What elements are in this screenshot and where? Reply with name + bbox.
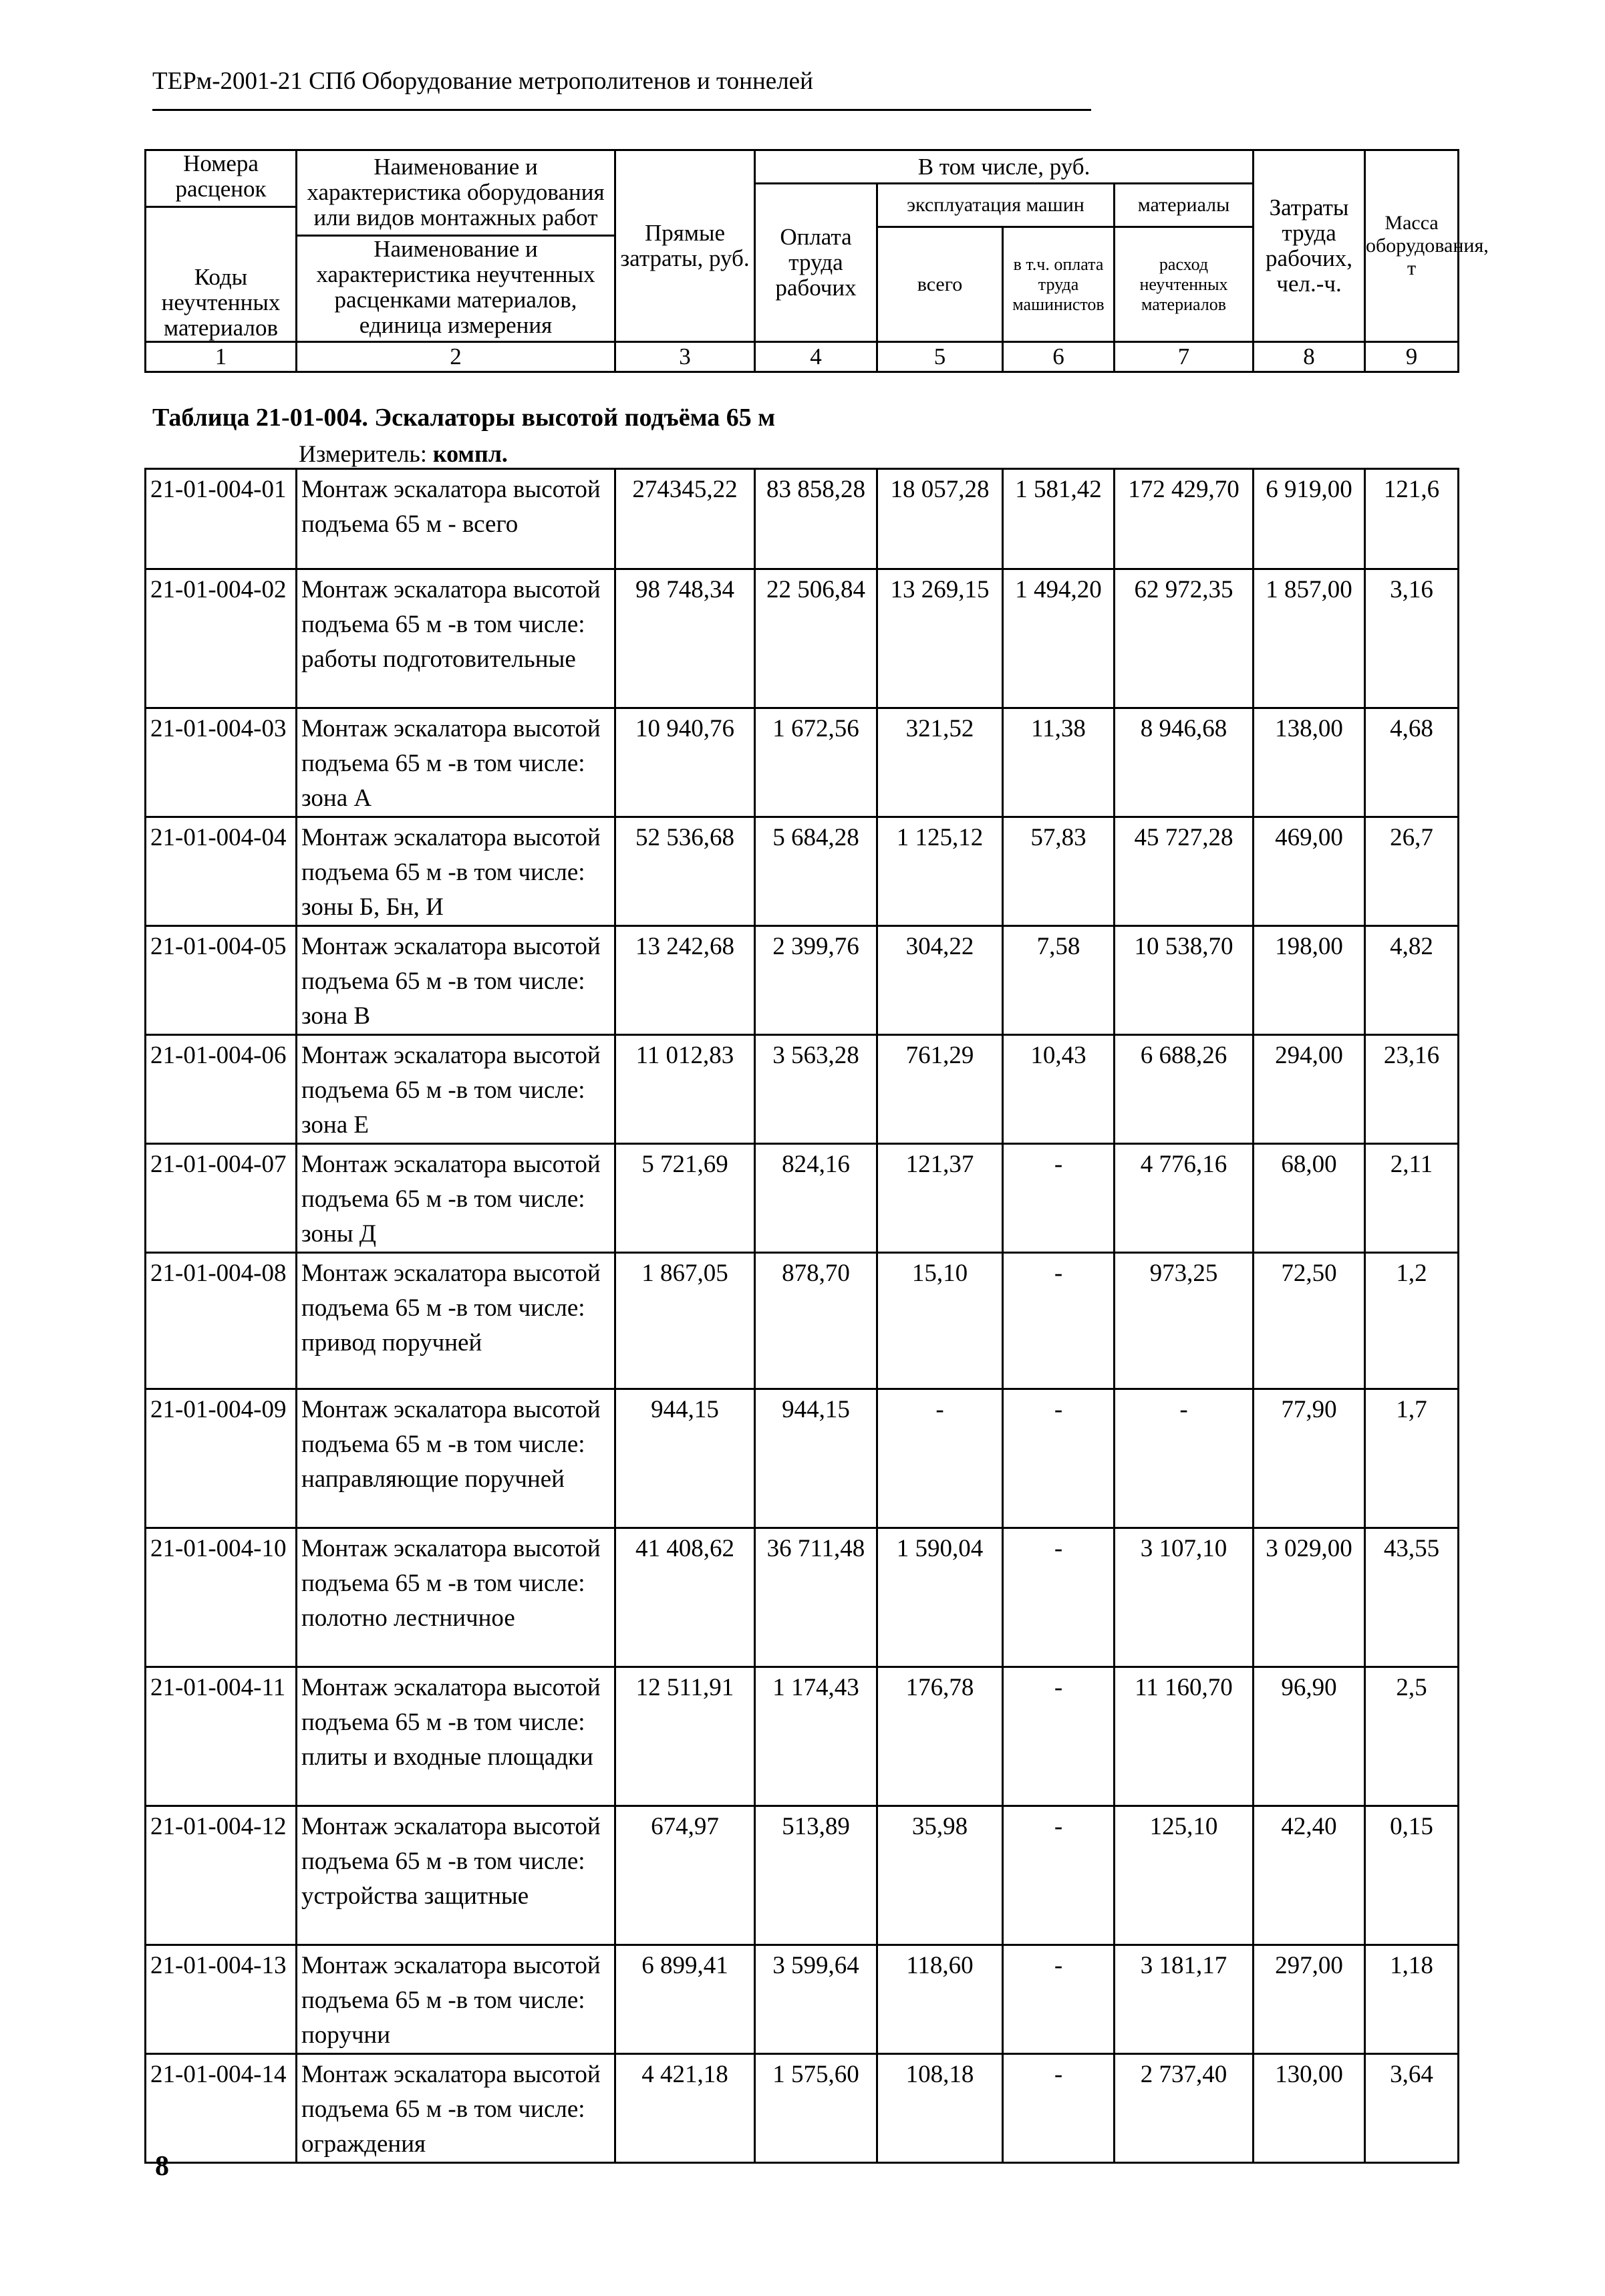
labor-hours: 96,90 [1254, 1667, 1365, 1806]
materials-cost: - [1115, 1389, 1254, 1528]
direct-cost: 1 867,05 [615, 1253, 755, 1389]
machine-cost: 1 125,12 [877, 817, 1003, 926]
rates-table [144, 468, 1459, 2164]
col-number: 4 [755, 342, 877, 372]
equipment-mass: 121,6 [1365, 469, 1459, 569]
col-code-bottom: Коды неучтенных материалов [161, 264, 281, 341]
operator-cost: 10,43 [1003, 1035, 1115, 1144]
measure-line [299, 440, 508, 468]
rates-table-body [146, 469, 1459, 2163]
operator-cost: - [1003, 1253, 1115, 1389]
equipment-mass: 4,82 [1365, 926, 1459, 1035]
table-row [146, 1389, 1459, 1528]
col-mach-operator-header: в т.ч. оплата труда машинистов [1003, 227, 1115, 342]
machines-header: эксплуатация машин [877, 184, 1115, 227]
col-number: 3 [615, 342, 755, 372]
measure-label: Измеритель: [299, 440, 427, 467]
column-header-table [144, 149, 1489, 373]
row-name: Монтаж эскалатора высотой подъема 65 м -в том числе: направляющие поручней [297, 1389, 615, 1528]
col-code-top: Номера расценок [146, 151, 295, 208]
machine-cost: 13 269,15 [877, 569, 1003, 708]
labor-hours: 72,50 [1254, 1253, 1365, 1389]
equipment-mass: 23,16 [1365, 1035, 1459, 1144]
running-head: ТЕРм-2001-21 СПб Оборудование метрополитенов и тоннелей [152, 67, 813, 95]
col-code-header [146, 150, 297, 342]
equipment-mass: 1,7 [1365, 1389, 1459, 1528]
labor-hours: 297,00 [1254, 1945, 1365, 2054]
direct-cost: 13 242,68 [615, 926, 755, 1035]
col-name-top: Наименование и характеристика оборудования или видов монтажных работ [297, 154, 614, 237]
col-number: 6 [1003, 342, 1115, 372]
labor-cost: 1 575,60 [755, 2054, 877, 2163]
row-name: Монтаж эскалатора высотой подъема 65 м -в том числе: зона А [297, 708, 615, 817]
operator-cost: - [1003, 2054, 1115, 2163]
row-name: Монтаж эскалатора высотой подъема 65 м -в том числе: устройства защитные [297, 1806, 615, 1945]
page-number: 8 [155, 2151, 169, 2182]
materials-cost: 973,25 [1115, 1253, 1254, 1389]
col-number: 7 [1115, 342, 1254, 372]
materials-cost: 10 538,70 [1115, 926, 1254, 1035]
table-row [146, 2054, 1459, 2163]
direct-cost: 11 012,83 [615, 1035, 755, 1144]
direct-cost: 6 899,41 [615, 1945, 755, 2054]
labor-hours: 6 919,00 [1254, 469, 1365, 569]
machine-cost: 35,98 [877, 1806, 1003, 1945]
row-code: 21-01-004-01 [146, 469, 297, 569]
col-number: 2 [297, 342, 615, 372]
group-header: В том числе, руб. [755, 150, 1254, 184]
table-row [146, 1528, 1459, 1667]
operator-cost: 7,58 [1003, 926, 1115, 1035]
materials-cost: 2 737,40 [1115, 2054, 1254, 2163]
table-row [146, 708, 1459, 817]
row-name: Монтаж эскалатора высотой подъема 65 м -в том числе: зона Е [297, 1035, 615, 1144]
col-number: 5 [877, 342, 1003, 372]
col-number: 1 [146, 342, 297, 372]
row-name: Монтаж эскалатора высотой подъема 65 м -в том числе: работы подготовительные [297, 569, 615, 708]
table-row [146, 1253, 1459, 1389]
equipment-mass: 2,11 [1365, 1144, 1459, 1253]
labor-cost: 824,16 [755, 1144, 877, 1253]
equipment-mass: 0,15 [1365, 1806, 1459, 1945]
table-row [146, 569, 1459, 708]
labor-cost: 22 506,84 [755, 569, 877, 708]
materials-cost: 11 160,70 [1115, 1667, 1254, 1806]
col-materials-header: расход неучтенных материалов [1115, 227, 1254, 342]
machine-cost: 761,29 [877, 1035, 1003, 1144]
operator-cost: 11,38 [1003, 708, 1115, 817]
row-code: 21-01-004-03 [146, 708, 297, 817]
measure-unit: компл. [432, 440, 508, 467]
direct-cost: 4 421,18 [615, 2054, 755, 2163]
row-code: 21-01-004-08 [146, 1253, 297, 1389]
col-hours-header: Затраты труда рабочих, чел.-ч. [1254, 150, 1365, 342]
table-row [146, 1806, 1459, 1945]
labor-hours: 3 029,00 [1254, 1528, 1365, 1667]
row-name: Монтаж эскалатора высотой подъема 65 м -в том числе: поручни [297, 1945, 615, 2054]
operator-cost: - [1003, 1389, 1115, 1528]
row-code: 21-01-004-02 [146, 569, 297, 708]
col-mass-header: Масса оборудования, т [1365, 150, 1459, 342]
direct-cost: 41 408,62 [615, 1528, 755, 1667]
table-row [146, 1945, 1459, 2054]
labor-hours: 138,00 [1254, 708, 1365, 817]
labor-cost: 944,15 [755, 1389, 877, 1528]
row-name: Монтаж эскалатора высотой подъема 65 м -в том числе: ограждения [297, 2054, 615, 2163]
row-code: 21-01-004-12 [146, 1806, 297, 1945]
operator-cost: 57,83 [1003, 817, 1115, 926]
machine-cost: 108,18 [877, 2054, 1003, 2163]
equipment-mass: 1,18 [1365, 1945, 1459, 2054]
row-name: Монтаж эскалатора высотой подъема 65 м -в том числе: зоны Б, Бн, И [297, 817, 615, 926]
col-mach-total-header: всего [877, 227, 1003, 342]
operator-cost: - [1003, 1945, 1115, 2054]
labor-cost: 5 684,28 [755, 817, 877, 926]
table-row [146, 1667, 1459, 1806]
header-rule [152, 109, 1091, 111]
machine-cost: 15,10 [877, 1253, 1003, 1389]
equipment-mass: 43,55 [1365, 1528, 1459, 1667]
row-code: 21-01-004-04 [146, 817, 297, 926]
direct-cost: 10 940,76 [615, 708, 755, 817]
labor-hours: 469,00 [1254, 817, 1365, 926]
materials-cost: 4 776,16 [1115, 1144, 1254, 1253]
direct-cost: 944,15 [615, 1389, 755, 1528]
equipment-mass: 3,16 [1365, 569, 1459, 708]
machine-cost: 121,37 [877, 1144, 1003, 1253]
table-row [146, 817, 1459, 926]
table-caption: Таблица 21-01-004. Эскалаторы высотой подъёма 65 м [152, 404, 776, 432]
materials-cost: 8 946,68 [1115, 708, 1254, 817]
labor-cost: 36 711,48 [755, 1528, 877, 1667]
labor-hours: 42,40 [1254, 1806, 1365, 1945]
row-name: Монтаж эскалатора высотой подъема 65 м -в том числе: зона В [297, 926, 615, 1035]
table-row [146, 926, 1459, 1035]
materials-cost: 62 972,35 [1115, 569, 1254, 708]
col-direct-header: Прямые затраты, руб. [615, 150, 755, 342]
labor-hours: 130,00 [1254, 2054, 1365, 2163]
labor-hours: 294,00 [1254, 1035, 1365, 1144]
materials-cost: 172 429,70 [1115, 469, 1254, 569]
machine-cost: 1 590,04 [877, 1528, 1003, 1667]
materials-cost: 3 181,17 [1115, 1945, 1254, 2054]
materials-cost: 125,10 [1115, 1806, 1254, 1945]
col-name-header [297, 150, 615, 342]
equipment-mass: 4,68 [1365, 708, 1459, 817]
table-row [146, 1144, 1459, 1253]
col-labor-header: Оплата труда рабочих [755, 184, 877, 342]
labor-cost: 1 174,43 [755, 1667, 877, 1806]
labor-hours: 68,00 [1254, 1144, 1365, 1253]
row-code: 21-01-004-11 [146, 1667, 297, 1806]
direct-cost: 98 748,34 [615, 569, 755, 708]
labor-cost: 878,70 [755, 1253, 877, 1389]
equipment-mass: 3,64 [1365, 2054, 1459, 2163]
equipment-mass: 2,5 [1365, 1667, 1459, 1806]
equipment-mass: 1,2 [1365, 1253, 1459, 1389]
operator-cost: 1 581,42 [1003, 469, 1115, 569]
operator-cost: - [1003, 1806, 1115, 1945]
materials-cost: 45 727,28 [1115, 817, 1254, 926]
machine-cost: 18 057,28 [877, 469, 1003, 569]
operator-cost: - [1003, 1528, 1115, 1667]
direct-cost: 674,97 [615, 1806, 755, 1945]
labor-hours: 77,90 [1254, 1389, 1365, 1528]
operator-cost: 1 494,20 [1003, 569, 1115, 708]
materials-header: материалы [1115, 184, 1254, 227]
table-row [146, 1035, 1459, 1144]
col-number: 8 [1254, 342, 1365, 372]
machine-cost: - [877, 1389, 1003, 1528]
labor-cost: 513,89 [755, 1806, 877, 1945]
row-code: 21-01-004-10 [146, 1528, 297, 1667]
row-code: 21-01-004-06 [146, 1035, 297, 1144]
row-code: 21-01-004-07 [146, 1144, 297, 1253]
row-name: Монтаж эскалатора высотой подъема 65 м -в том числе: плиты и входные площадки [297, 1667, 615, 1806]
labor-hours: 1 857,00 [1254, 569, 1365, 708]
machine-cost: 304,22 [877, 926, 1003, 1035]
labor-hours: 198,00 [1254, 926, 1365, 1035]
materials-cost: 6 688,26 [1115, 1035, 1254, 1144]
equipment-mass: 26,7 [1365, 817, 1459, 926]
machine-cost: 176,78 [877, 1667, 1003, 1806]
table-row [146, 469, 1459, 569]
direct-cost: 274345,22 [615, 469, 755, 569]
machine-cost: 118,60 [877, 1945, 1003, 2054]
operator-cost: - [1003, 1667, 1115, 1806]
col-name-bottom: Наименование и характеристика неучтенных расценками материалов, единица измерения [316, 235, 595, 338]
row-code: 21-01-004-09 [146, 1389, 297, 1528]
labor-cost: 2 399,76 [755, 926, 877, 1035]
row-name: Монтаж эскалатора высотой подъема 65 м -в том числе: привод поручней [297, 1253, 615, 1389]
col-number: 9 [1365, 342, 1459, 372]
operator-cost: - [1003, 1144, 1115, 1253]
row-code: 21-01-004-05 [146, 926, 297, 1035]
materials-cost: 3 107,10 [1115, 1528, 1254, 1667]
labor-cost: 83 858,28 [755, 469, 877, 569]
row-name: Монтаж эскалатора высотой подъема 65 м - всего [297, 469, 615, 569]
labor-cost: 1 672,56 [755, 708, 877, 817]
row-name: Монтаж эскалатора высотой подъема 65 м -в том числе: полотно лестничное [297, 1528, 615, 1667]
row-code: 21-01-004-14 [146, 2054, 297, 2163]
direct-cost: 52 536,68 [615, 817, 755, 926]
machine-cost: 321,52 [877, 708, 1003, 817]
labor-cost: 3 563,28 [755, 1035, 877, 1144]
direct-cost: 12 511,91 [615, 1667, 755, 1806]
labor-cost: 3 599,64 [755, 1945, 877, 2054]
row-name: Монтаж эскалатора высотой подъема 65 м -в том числе: зоны Д [297, 1144, 615, 1253]
direct-cost: 5 721,69 [615, 1144, 755, 1253]
row-code: 21-01-004-13 [146, 1945, 297, 2054]
